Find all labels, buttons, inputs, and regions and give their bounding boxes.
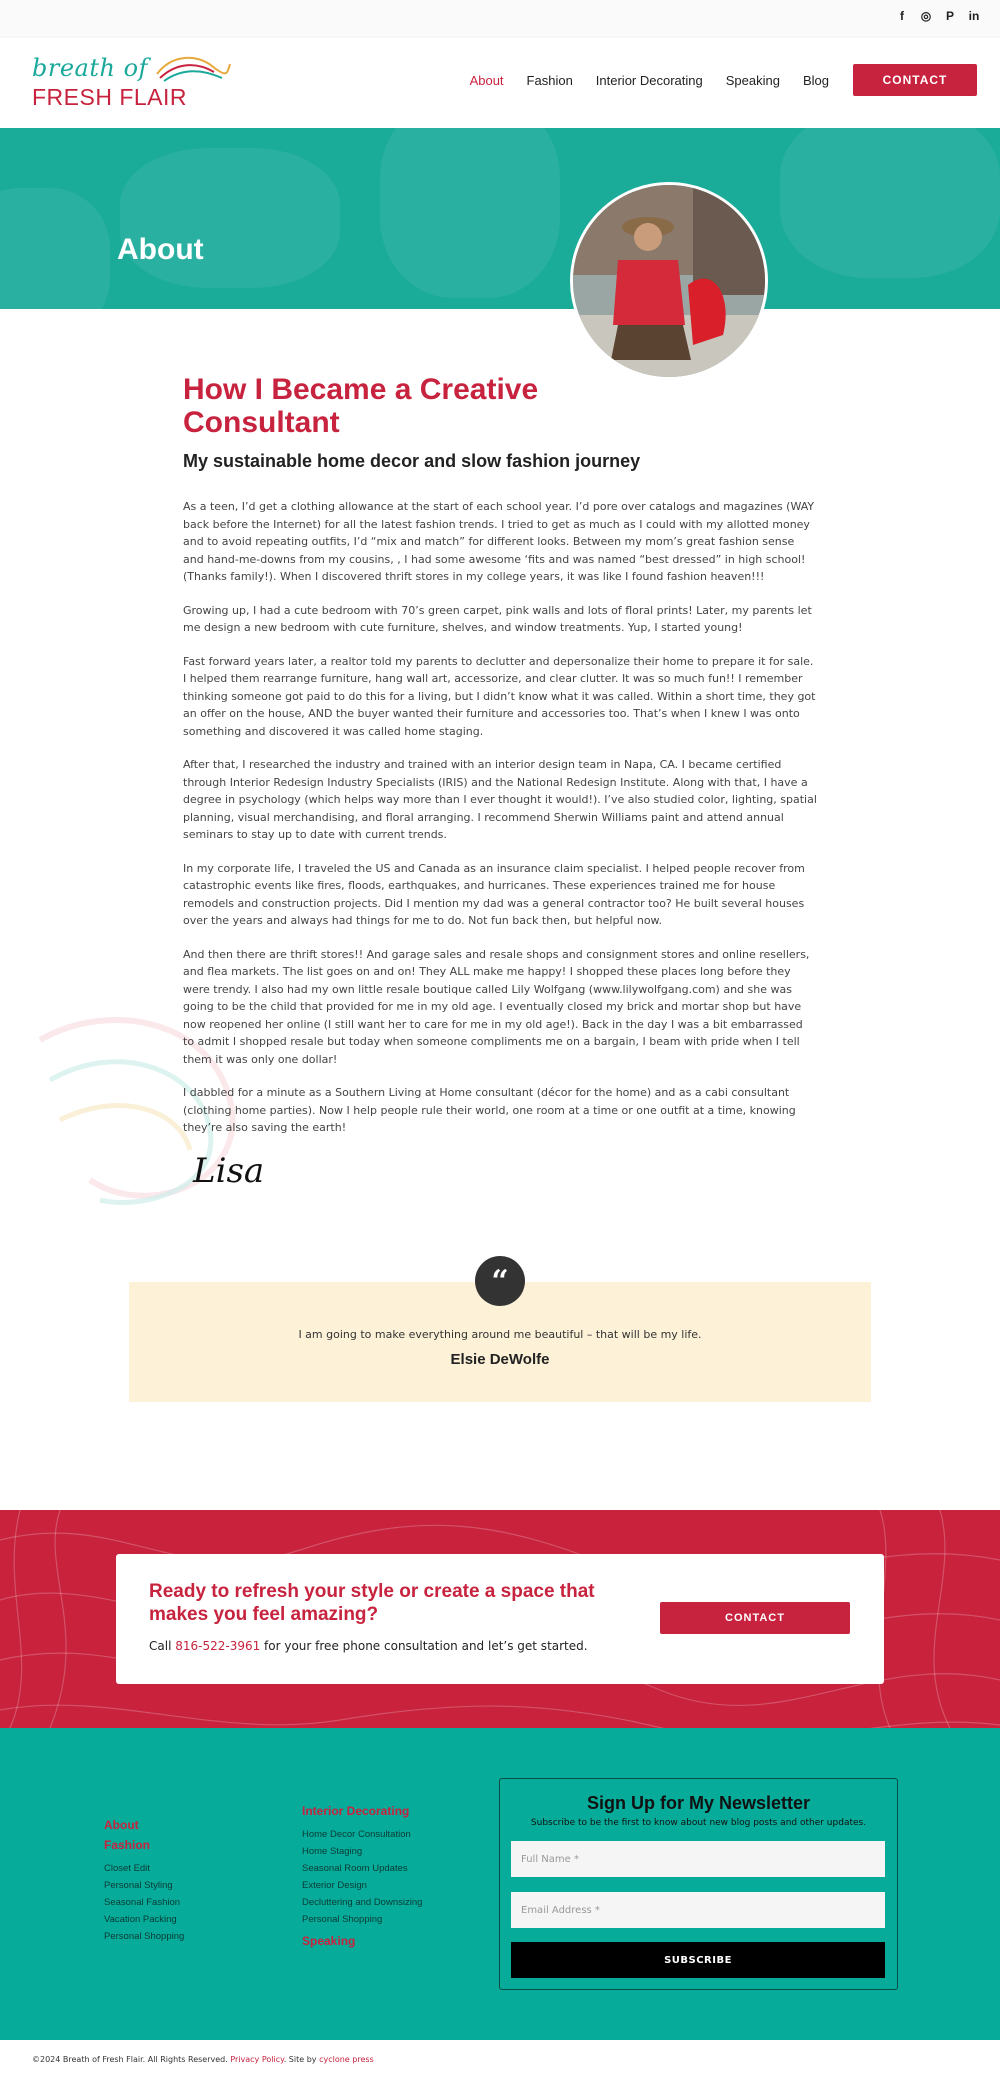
cta-phone-link[interactable]: 816-522-3961: [175, 1639, 261, 1653]
newsletter-title: Sign Up for My Newsletter: [586, 1793, 811, 1813]
footer-link[interactable]: Personal Shopping: [302, 1914, 383, 1925]
bottom-bar: [0, 2040, 1000, 2077]
instagram-icon[interactable]: ◎: [920, 9, 932, 23]
pinterest-icon[interactable]: P: [945, 9, 954, 23]
facebook-icon[interactable]: f: [900, 9, 904, 23]
signature: Lisa: [193, 1150, 265, 1191]
page-heading: How I Became a Creative Consultant: [183, 373, 539, 439]
paragraph: And then there are thrift stores!! And garage sales and resale shops and consignment stores and online resellers, and flea markets. The list goes on and on! They ALL make me happy! I shopped these places long before they were trendy. I also had my own little resale boutique called Lily Wolfgang (www.lilywolfgang.com) and she was going to be the child that provided for me in my old age. I eventually closed my brick and mortar shop but have now reopened her online (I still want her to care for me in my old age!). Back in the day I was a bit embarrassed to admit I shopped resale but today when someone compliments me on a bargain, I beam with pride when I tell them it was only one dollar!: [183, 947, 810, 1066]
footer-link[interactable]: Personal Styling: [104, 1880, 173, 1891]
site-by-text: . Site by: [283, 2055, 320, 2064]
newsletter-subtitle: Subscribe to be the first to know about new blog posts and other updates.: [530, 1818, 867, 1828]
cta-call-text: [149, 1639, 588, 1653]
site-footer: [0, 1728, 1000, 2040]
footer-link[interactable]: Exterior Design: [302, 1880, 367, 1891]
footer-col-2: [302, 1804, 422, 1954]
top-bar: [0, 0, 1000, 38]
portrait-photo: [570, 182, 768, 380]
logo-line-1: breath of: [32, 54, 148, 82]
site-header: [0, 38, 1000, 128]
footer-col-1: [104, 1818, 184, 1945]
footer-link[interactable]: Home Staging: [302, 1846, 363, 1857]
page-subheading: My sustainable home decor and slow fashion journey: [183, 451, 641, 471]
nav-speaking[interactable]: Speaking: [725, 72, 780, 88]
logo-swirl-icon: [152, 54, 232, 84]
quote-section: [0, 1263, 1000, 1402]
footer-link-fashion[interactable]: Fashion: [104, 1838, 151, 1852]
full-name-input[interactable]: Full Name *: [511, 1841, 885, 1877]
cta-section: [0, 1510, 1000, 1728]
footer-link[interactable]: Closet Edit: [104, 1863, 150, 1874]
quote-icon: “: [475, 1256, 525, 1306]
copyright-text: ©2024 Breath of Fresh Flair. All Rights Reserved.: [32, 2055, 231, 2064]
cta-contact-button[interactable]: CONTACT: [660, 1602, 850, 1634]
email-input[interactable]: Email Address *: [511, 1892, 885, 1928]
nav-blog[interactable]: Blog: [802, 72, 829, 88]
footer-link[interactable]: Home Decor Consultation: [302, 1829, 411, 1840]
cta-call-suffix: for your free phone consultation and let’s get started.: [260, 1639, 588, 1653]
footer-link-interior[interactable]: Interior Decorating: [302, 1804, 410, 1818]
footer-link[interactable]: Vacation Packing: [104, 1914, 177, 1925]
privacy-policy-link[interactable]: Privacy Policy: [230, 2055, 284, 2064]
cta-card: [116, 1554, 884, 1684]
paragraph: Fast forward years later, a realtor told my parents to declutter and depersonalize their home to prepare it for sale. I helped them rearrange furniture, hang wall art, accessorize, and clear clutter. It was so much fun!! I remember thinking someone got paid to do this for a living, but I didn’t know what it was called. Within a short time, they got an offer on the house, AND the buyer wanted their furniture and accessories too. That’s when I knew I was onto something and discovered it was called home staging.: [183, 654, 816, 738]
paragraph: I dabbled for a minute as a Southern Living at Home consultant (décor for the home) and as a cabi consultant (clothing home parties). Now I help people rule their world, one room at a time or one outfit at a time, knowing they’re also saving the earth!: [183, 1086, 796, 1134]
nav-interior-decorating[interactable]: Interior Decorating: [595, 72, 703, 88]
about-content: [0, 373, 1000, 1191]
subscribe-button[interactable]: SUBSCRIBE: [511, 1942, 885, 1978]
hero-banner: [0, 128, 1000, 309]
logo-line-2: FRESH FLAIR: [32, 84, 188, 110]
cta-heading: Ready to refresh your style or create a space that makes you feel amazing?: [149, 1581, 595, 1625]
linkedin-icon[interactable]: in: [968, 9, 980, 23]
nav-fashion[interactable]: Fashion: [526, 72, 573, 88]
header-contact-button[interactable]: CONTACT: [853, 64, 977, 96]
footer-link-about[interactable]: About: [104, 1818, 139, 1832]
footer-link[interactable]: Seasonal Fashion: [104, 1897, 181, 1908]
quote-text: I am going to make everything around me beautiful – that will be my life.: [298, 1328, 702, 1341]
footer-link[interactable]: Decluttering and Downsizing: [302, 1897, 423, 1908]
footer-link-speaking[interactable]: Speaking: [302, 1934, 356, 1948]
hero-title: About: [117, 233, 204, 266]
quote-box: [129, 1263, 871, 1402]
newsletter-form: [499, 1778, 898, 1990]
agency-link[interactable]: cyclone press: [319, 2055, 374, 2064]
paragraph: Growing up, I had a cute bedroom with 70’s green carpet, pink walls and lots of floral prints! Later, my parents let me design a new bedroom with cute furniture, shelves, and window treatments. Yup, I started young!: [183, 603, 812, 634]
main-nav: [447, 64, 977, 96]
site-logo[interactable]: [32, 54, 222, 114]
nav-about[interactable]: About: [469, 72, 504, 88]
paragraph: After that, I researched the industry and trained with an interior design team in Napa, CA. I became certified through Interior Redesign Industry Specialists (IRIS) and the National Redesign Institute. Along with that, I have a degree in psychology (which helps way more than I ever thought it would!). I’ve also studied color, lighting, spatial planning, visual merchandising, and floral arranging. I recommend Sherwin Williams paint and attend annual seminars to stay up to date with current trends.: [183, 758, 817, 841]
footer-link[interactable]: Personal Shopping: [104, 1931, 185, 1942]
paragraph: In my corporate life, I traveled the US and Canada as an insurance claim specialist. I helped people recover from catastrophic events like fires, floods, earthquakes, and hurricanes. These experiences trained me for house remodels and construction projects. Did I mention my dad was a general contractor too? He built several houses over the years and always had things for me to do. Not fun back then, but helpful now.: [183, 861, 805, 927]
social-links: [896, 9, 980, 23]
quote-author: Elsie DeWolfe: [450, 1351, 550, 1368]
paragraph: As a teen, I’d get a clothing allowance at the start of each school year. I’d pore over catalogs and magazines (WAY back before the Internet) for all the latest fashion trends. I tried to get as much as I could with my allotted money and to avoid repeating outfits, I’d “mix and match” for different looks. Between my mom’s great fashion sense and hand-me-downs from my cousins, , I had some awesome ‘fits and was named “best dressed” in high school! (Thanks family!). When I discovered thrift stores in my college years, it was like I found fashion heaven!!!: [183, 500, 815, 583]
footer-link[interactable]: Seasonal Room Updates: [302, 1863, 408, 1874]
cta-call-prefix: Call: [149, 1639, 176, 1653]
